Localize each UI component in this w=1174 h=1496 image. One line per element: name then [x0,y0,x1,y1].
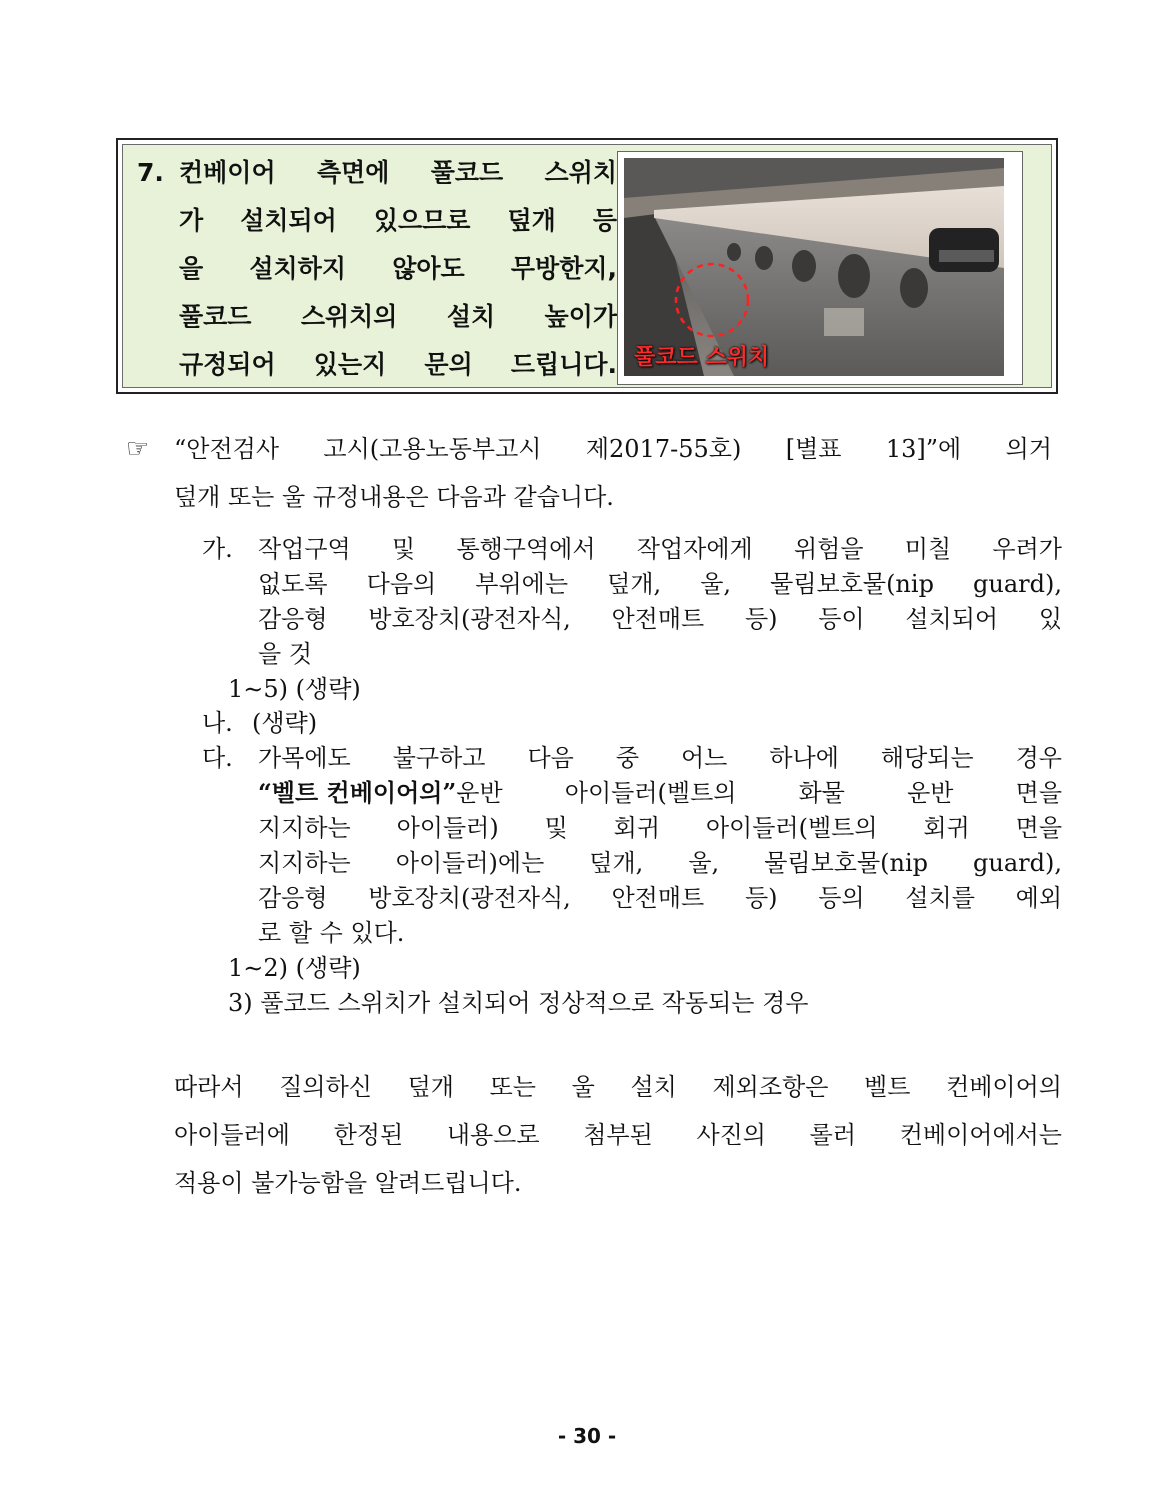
item-ga-line: 작업구역 및 통행구역에서 작업자에게 위험을 미칠 우려가 [258,535,1062,563]
question-number: 7. [137,158,164,187]
question-box-background [122,144,1052,388]
question-line: 가 설치되어 있으므로 덮개 등 [179,206,617,235]
item-da-line: 가목에도 불구하고 다음 중 어느 하나에 해당되는 경우 [258,744,1062,772]
question-box [116,138,1058,394]
item-ga-line: 을 것 [258,640,312,668]
question-line: 컨베이어 측면에 풀코드 스위치 [179,158,617,187]
conveyor-photo-frame [617,151,1023,385]
belt-conveyor-emphasis: “벨트 컨베이어의” [258,778,457,807]
photo-label: 풀코드 스위치 [634,345,770,370]
item-na-marker: 나. [202,709,233,737]
item-ga-line: 없도록 다음의 부위에는 덮개, 울, 물림보호물(nip guard), [258,570,1062,598]
item-ga-line: 감응형 방호장치(광전자식, 안전매트 등) 등이 설치되어 있 [258,605,1062,633]
page-number: - 30 - [557,1424,617,1448]
conclusion-line: 적용이 불가능함을 알려드립니다. [174,1169,522,1197]
item-na-text: (생략) [252,709,318,737]
item-da-line: 지지하는 아이들러)에는 덮개, 울, 물림보호물(nip guard), [258,849,1062,877]
item-da-sub: 1∼2) (생략) [228,954,361,982]
item-ga-sub: 1∼5) (생략) [228,675,361,703]
conclusion-line: 아이들러에 한정된 내용으로 첨부된 사진의 롤러 컨베이어에서는 [174,1121,1062,1149]
item-da-line: 지지하는 아이들러) 및 회귀 아이들러(벨트의 회귀 면을 [258,814,1062,842]
item-ga-marker: 가. [202,535,233,563]
answer-intro-line: “안전검사 고시(고용노동부고시 제2017-55호) [별표 13]”에 의거 [174,435,1052,463]
item-da-line-rest: 운반 아이들러(벨트의 화물 운반 면을 [456,779,1062,807]
pointing-hand-icon: ☞ [126,434,150,464]
item-da-sub: 3) 풀코드 스위치가 설치되어 정상적으로 작동되는 경우 [228,989,809,1017]
item-da-line [258,776,1062,810]
question-line: 을 설치하지 않아도 무방한지, [179,254,617,283]
item-da-marker: 다. [202,744,233,772]
question-text [137,149,617,389]
conveyor-photo [624,158,1004,376]
answer-intro-line: 덮개 또는 울 규정내용은 다음과 같습니다. [174,483,614,511]
item-da-line: 로 할 수 있다. [258,919,405,947]
conclusion-line: 따라서 질의하신 덮개 또는 울 설치 제외조항은 벨트 컨베이어의 [174,1073,1062,1101]
question-line: 풀코드 스위치의 설치 높이가 [179,302,617,331]
question-line: 규정되어 있는지 문의 드립니다. [179,350,617,379]
item-da-line: 감응형 방호장치(광전자식, 안전매트 등) 등의 설치를 예외 [258,884,1062,912]
